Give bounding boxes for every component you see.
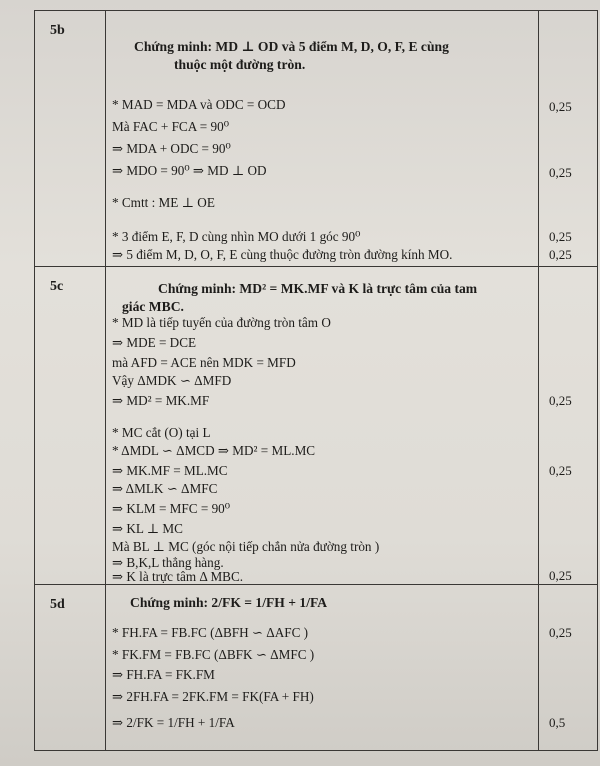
section-label: 5d xyxy=(35,585,106,751)
section-content xyxy=(106,585,539,751)
section-label: 5b xyxy=(35,11,106,267)
proof-line: ⇒ MK.MF = ML.MC xyxy=(112,463,228,478)
proof-heading-cont: thuộc một đường tròn. xyxy=(174,57,306,72)
section-label: 5c xyxy=(35,267,106,585)
proof-line: ⇒ 2FH.FA = 2FK.FM = FK(FA + FH) xyxy=(112,689,314,704)
score-value: 0,25 xyxy=(549,247,572,262)
score-column xyxy=(539,267,598,585)
proof-line: ⇒ MD² = MK.MF xyxy=(112,393,210,408)
proof-line: * FK.FM = FB.FC (ΔBFK ∽ ΔMFC ) xyxy=(112,647,315,662)
proof-line: ⇒ MDE = DCE xyxy=(112,335,197,350)
score-value: 0,25 xyxy=(549,99,572,114)
proof-line: ⇒ 2/FK = 1/FH + 1/FA xyxy=(112,715,235,730)
proof-heading: Chứng minh: MD² = MK.MF và K là trực tâm của tam xyxy=(158,281,478,296)
proof-heading: Chứng minh: MD ⊥ OD và 5 điểm M, D, O, F, E cùng xyxy=(134,39,449,54)
score-value: 0,25 xyxy=(549,393,572,408)
proof-line: ⇒ KLM = MFC = 90⁰ xyxy=(112,501,231,516)
score-value: 0,25 xyxy=(549,568,572,583)
proof-line: Vậy ΔMDK ∽ ΔMFD xyxy=(112,373,232,388)
proof-line: ⇒ MDO = 90⁰ ⇒ MD ⊥ OD xyxy=(112,163,267,178)
section-content xyxy=(106,11,539,267)
score-column xyxy=(539,585,598,751)
grading-table xyxy=(34,10,598,751)
proof-line: Mà FAC + FCA = 90⁰ xyxy=(112,119,230,134)
proof-heading: Chứng minh: 2/FK = 1/FH + 1/FA xyxy=(130,595,328,610)
proof-line: * ΔMDL ∽ ΔMCD ⇒ MD² = ML.MC xyxy=(112,443,316,458)
score-value: 0,25 xyxy=(549,165,572,180)
proof-line: ⇒ B,K,L thẳng hàng. xyxy=(112,555,224,570)
proof-line: * 3 điểm E, F, D cùng nhìn MO dưới 1 góc 90⁰ xyxy=(112,229,361,244)
section-row-5b xyxy=(35,11,598,267)
score-value: 0,25 xyxy=(549,229,572,244)
proof-line: ⇒ 5 điểm M, D, O, F, E cùng thuộc đường tròn đường kính MO. xyxy=(112,247,453,262)
proof-heading-cont: giác MBC. xyxy=(122,299,184,314)
proof-line: ⇒ ΔMLK ∽ ΔMFC xyxy=(112,481,218,496)
proof-line: ⇒ FH.FA = FK.FM xyxy=(112,667,215,682)
proof-line: * FH.FA = FB.FC (ΔBFH ∽ ΔAFC ) xyxy=(112,625,309,640)
proof-line: * Cmtt : ME ⊥ OE xyxy=(112,195,215,210)
score-value: 0,5 xyxy=(549,715,566,730)
section-row-5c xyxy=(35,267,598,585)
section-row-5d xyxy=(35,585,598,751)
section-content xyxy=(106,267,539,585)
proof-line: Mà BL ⊥ MC (góc nội tiếp chắn nửa đường tròn ) xyxy=(112,539,380,554)
proof-line: ⇒ MDA + ODC = 90⁰ xyxy=(112,141,231,156)
score-column xyxy=(539,11,598,267)
score-value: 0,25 xyxy=(549,463,572,478)
proof-line: * MAD = MDA và ODC = OCD xyxy=(112,97,286,112)
score-value: 0,25 xyxy=(549,625,572,640)
proof-line: * MD là tiếp tuyến của đường tròn tâm O xyxy=(112,315,331,330)
proof-line: mà AFD = ACE nên MDK = MFD xyxy=(112,355,296,370)
proof-line: ⇒ K là trực tâm Δ MBC. xyxy=(112,569,244,584)
proof-line: ⇒ KL ⊥ MC xyxy=(112,521,183,536)
proof-line: * MC cắt (O) tại L xyxy=(112,425,211,440)
